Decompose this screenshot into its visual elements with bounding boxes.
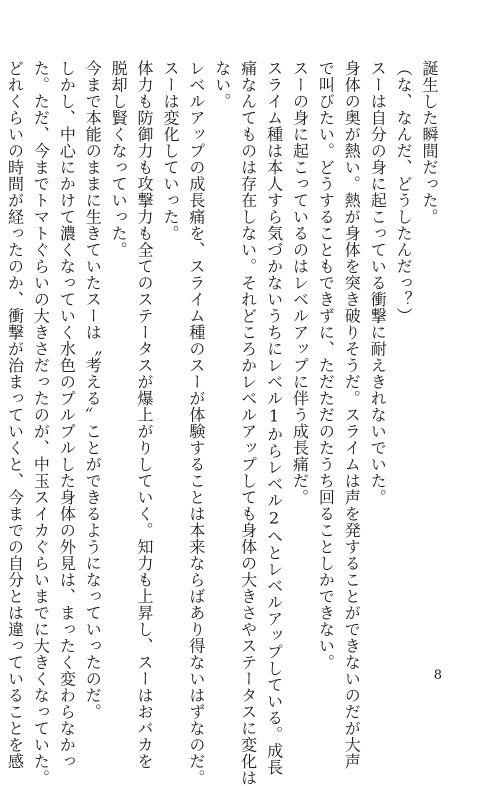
text-line: 誕生した瞬間だった。 [420,60,439,225]
text-line: しかし、中心にかけて濃くなっていく水色のプルプルした身体の外見は、まったく変わらなかっ [57,60,77,770]
page-number: 8 [433,668,442,683]
text-line: スーは自分の身に起こっている衝撃に耐えきれないでいた。 [368,60,388,506]
text-line: どれくらいの時間が経ったのか、衝撃が治まっていくと、今までの自分とは違っていることを感 [5,60,25,770]
text-line: ない。 [212,60,232,110]
text-line: 体力も防御力も攻撃力も全てのステータスが爆上がりしていく。知力も上昇し、スーはおバカを [135,60,155,770]
text-line: で叫びたい。どうすることもできずに、ただただのたうち回ることしかできない。 [316,60,336,671]
text-line: （な、なんだ、どうしたんだっ？） [394,60,414,324]
text-line: 痛なんてものは存在しない。それどころかレベルアップしても身体の大きさやステータスに変化は [238,60,258,786]
text-line: た。ただ、今までトマトぐらいの大きさだったのが、中玉スイカぐらいまでに大きくなっていた。 [31,60,51,786]
text-line: スライム種は本人すら気づかないうちにレベル1からレベル2へとレベルアップしている。成長 [264,60,284,776]
text-line: レベルアップの成長痛を、スライム種のスーが体験することは本来ならばあり得ないはずなのだ。 [186,60,206,786]
text-line: 身体の奥が熱い。熱が身体を突き破りそうだ。スライムは声を発することができないのだが大声 [342,60,362,770]
text-line: スーは変化していった。 [160,60,180,242]
body-text [5,60,442,786]
text-line: 脱却し賢くなっていった。 [109,60,129,258]
text-line: スーの身に起こっているのはレベルアップに伴う成長痛だ。 [290,60,310,506]
text-line: 今まで本能のままに生きていたスーは〝考える〟ことができるようになっていったのだ。 [83,60,103,720]
